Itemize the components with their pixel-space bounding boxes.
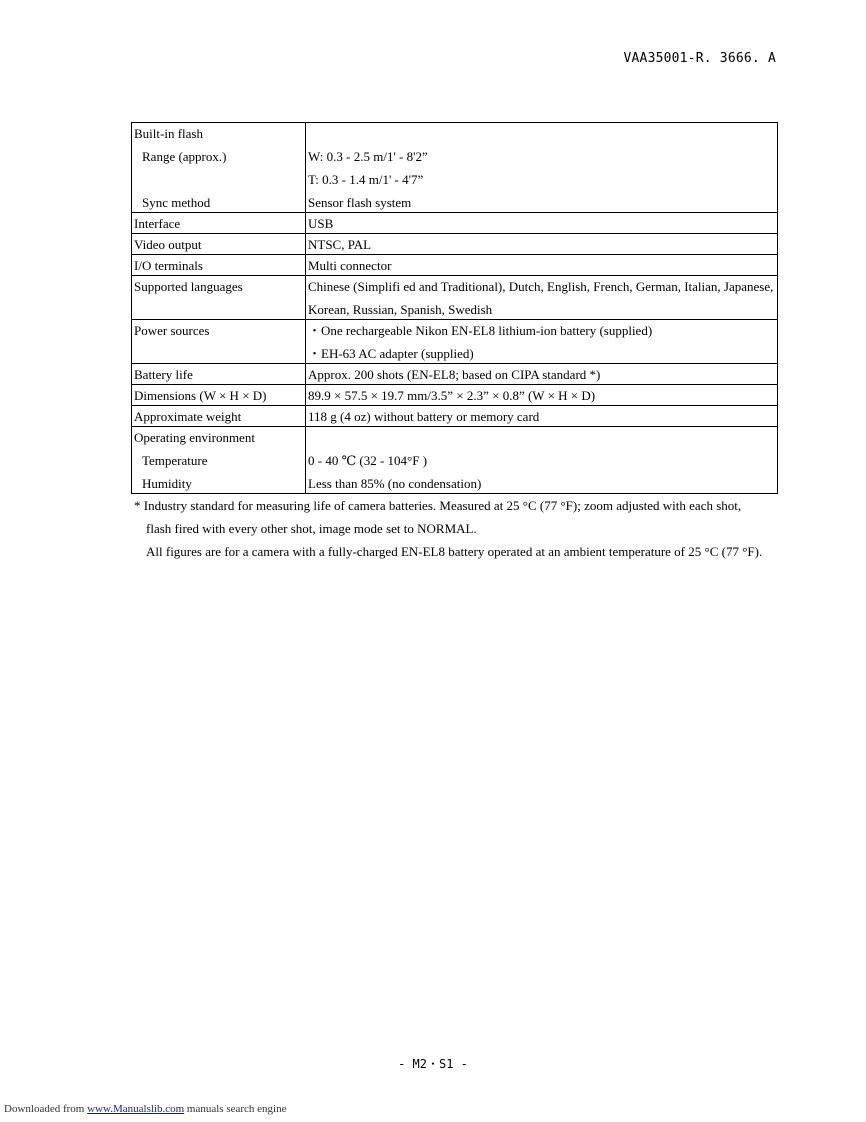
spec-label-flash: Built-in flash [134, 126, 203, 141]
table-row [132, 320, 778, 364]
footnote-line: flash fired with every other shot, image mode set to NORMAL. [146, 521, 477, 536]
spec-value-cell [306, 276, 778, 320]
spec-value-weight: 118 g (4 oz) without battery or memory card [306, 406, 778, 427]
footnote-line: All figures are for a camera with a fully-charged EN-EL8 battery operated at an ambient temperature of 25 °C (77 °F). [146, 544, 763, 559]
spec-value-flash-range-w: W: 0.3 - 2.5 m/1' - 8'2” [308, 149, 428, 164]
spec-value-humidity: Less than 85% (no condensation) [308, 476, 482, 491]
spec-label-environment: Operating environment [134, 430, 255, 445]
spec-value-power-line1: ・One rechargeable Nikon EN-EL8 lithium-ion battery (supplied) [308, 323, 653, 338]
spec-label-sync-method: Sync method [142, 195, 211, 210]
spec-value-languages-line1: Chinese (Simplifi ed and Traditional), Dutch, English, French, German, Italian, Japanese, [308, 279, 774, 294]
page-number: - M2・S1 - [398, 1057, 468, 1071]
spec-value-power-line2: ・EH-63 AC adapter (supplied) [308, 346, 474, 361]
spec-label-video-output: Video output [132, 234, 306, 255]
spec-label-cell [132, 427, 306, 494]
table-row [132, 276, 778, 320]
spec-value-dimensions: 89.9 × 57.5 × 19.7 mm/3.5” × 2.3” × 0.8” (W × H × D) [306, 385, 778, 406]
table-row [132, 406, 778, 427]
spacer [308, 429, 775, 446]
document-code: VAA35001-R. 3666. A [623, 51, 776, 66]
spec-label-humidity: Humidity [142, 476, 192, 491]
table-row [132, 123, 778, 213]
spec-value-languages-line2: Korean, Russian, Spanish, Swedish [308, 302, 493, 317]
spec-value-cell [306, 123, 778, 213]
spec-label-flash-range: Range (approx.) [142, 149, 227, 164]
footer-prefix: Downloaded from [4, 1103, 88, 1115]
table-row [132, 385, 778, 406]
spec-value-cell [306, 320, 778, 364]
spec-label-io-terminals: I/O terminals [132, 255, 306, 276]
spec-label-interface: Interface [132, 213, 306, 234]
spec-value-cell [306, 427, 778, 494]
spec-label-battery-life: Battery life [132, 364, 306, 385]
spec-value-sync-method: Sensor flash system [308, 195, 412, 210]
table-row [132, 427, 778, 494]
spec-label-languages: Supported languages [132, 276, 306, 320]
spec-value-flash-range-t: T: 0.3 - 1.4 m/1' - 4'7” [308, 172, 424, 187]
table-row [132, 255, 778, 276]
table-row [132, 364, 778, 385]
specifications-table [131, 122, 778, 494]
spec-label-temperature: Temperature [142, 453, 208, 468]
download-footer [4, 1103, 286, 1115]
spec-value-interface: USB [306, 213, 778, 234]
spacer [308, 125, 775, 142]
spec-value-video-output: NTSC, PAL [306, 234, 778, 255]
spec-label-dimensions: Dimensions (W × H × D) [132, 385, 306, 406]
footnote-line: * Industry standard for measuring life of camera batteries. Measured at 25 °C (77 °F); zoom adjusted with each shot, [134, 498, 742, 513]
spec-label-power-sources: Power sources [132, 320, 306, 364]
spec-value-io-terminals: Multi connector [306, 255, 778, 276]
spec-label-weight: Approximate weight [132, 406, 306, 427]
spec-value-battery-life: Approx. 200 shots (EN-EL8; based on CIPA standard *) [306, 364, 778, 385]
footnotes [134, 494, 784, 563]
spec-value-temperature: 0 - 40 ℃ (32 - 104°F ) [308, 453, 428, 468]
table-row [132, 234, 778, 255]
spacer [134, 171, 303, 188]
manualslib-link[interactable]: www.Manualslib.com [87, 1103, 185, 1115]
table-row [132, 213, 778, 234]
footer-suffix: manuals search engine [184, 1103, 287, 1115]
spec-label-cell [132, 123, 306, 213]
